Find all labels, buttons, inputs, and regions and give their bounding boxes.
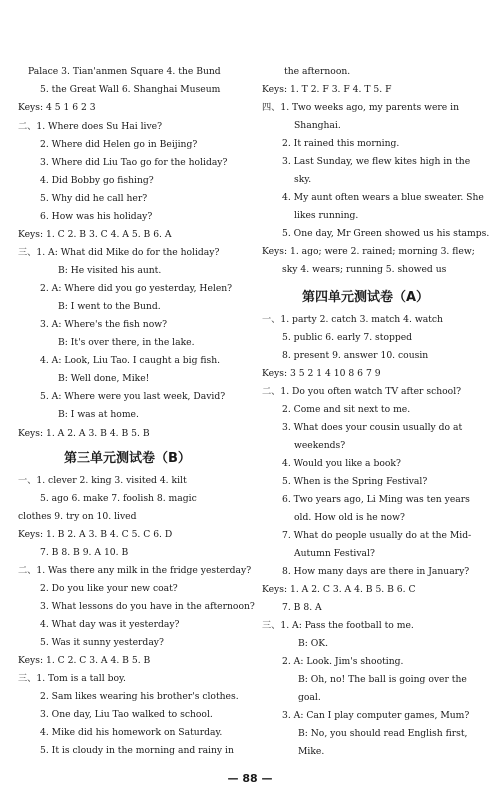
dialogue-line: B: OK. (298, 638, 329, 649)
dialogue-line: 3. A: Can I play computer games, Mum? (282, 710, 470, 721)
sentence-line: likes running. (294, 210, 359, 221)
answer-line: 5. public 6. early 7. stopped (282, 332, 413, 343)
question-line: 3. What does your cousin usually do at (282, 422, 463, 433)
dialogue-line: B: I was at home. (58, 409, 139, 420)
answer-line: 5. ago 6. make 7. foolish 8. magic (40, 493, 197, 504)
question-line: 7. What do people usually do at the Mid- (282, 530, 472, 541)
question-line: 8. How many days are there in January? (282, 566, 470, 577)
keys-line: 7. B 8. A (282, 602, 322, 613)
keys-line: Keys: 1. T 2. F 3. F 4. T 5. F (262, 84, 392, 95)
dialogue-line: 三、1. A: Pass the football to me. (262, 620, 414, 631)
keys-line: Keys: 4 5 1 6 2 3 (18, 102, 96, 113)
dialogue-line: Mike. (298, 746, 325, 757)
keys-line: sky 4. wears; running 5. showed us (282, 264, 447, 275)
answer-line: 8. present 9. answer 10. cousin (282, 350, 429, 361)
keys-line: Keys: 1. C 2. B 3. C 4. A 5. B 6. A (18, 229, 172, 240)
question-line: 4. Did Bobby go fishing? (40, 175, 154, 186)
question-line: 二、1. Where does Su Hai live? (18, 121, 163, 132)
dialogue-line: B: He visited his aunt. (58, 265, 162, 276)
question-line: 2. Come and sit next to me. (282, 404, 411, 415)
question-line: 4. What day was it yesterday? (40, 619, 180, 630)
keys-line: Keys: 3 5 2 1 4 10 8 6 7 9 (262, 368, 381, 379)
question-line: 3. Where did Liu Tao go for the holiday? (40, 157, 228, 168)
keys-line: Keys: 1. B 2. A 3. B 4. C 5. C 6. D (18, 529, 173, 540)
dialogue-line: B: It's over there, in the lake. (58, 337, 195, 348)
question-line: weekends? (294, 440, 346, 451)
sentence-line: 3. One day, Liu Tao walked to school. (40, 709, 213, 720)
question-line: 3. What lessons do you have in the afternoon? (40, 601, 255, 612)
keys-line: 7. B 8. B 9. A 10. B (40, 547, 129, 558)
question-line: old. How old is he now? (294, 512, 405, 523)
sentence-line: the afternoon. (284, 66, 351, 77)
sentence-line: Shanghai. (294, 120, 341, 131)
sentence-line: 5. It is cloudy in the morning and rainy in (40, 745, 234, 756)
dialogue-line: goal. (298, 692, 321, 703)
dialogue-line: B: Oh, no! The ball is going over the (298, 674, 467, 685)
keys-line: Keys: 1. A 2. C 3. A 4. B 5. B 6. C (262, 584, 416, 595)
question-line: 5. When is the Spring Festival? (282, 476, 428, 487)
answer-line: 5. the Great Wall 6. Shanghai Museum (40, 84, 221, 95)
question-line: Autumn Festival? (294, 548, 375, 559)
question-line: 4. Would you like a book? (282, 458, 401, 469)
section-title-unit4-a: 第四单元测试卷（A） (302, 290, 430, 305)
answer-line: 一、1. clever 2. king 3. visited 4. kilt (18, 475, 187, 486)
keys-line: Keys: 1. C 2. C 3. A 4. B 5. B (18, 655, 151, 666)
sentence-line: sky. (294, 174, 312, 185)
sentence-line: 3. Last Sunday, we flew kites high in the (282, 156, 471, 167)
dialogue-line: 三、1. A: What did Mike do for the holiday? (18, 247, 220, 258)
question-line: 6. How was his holiday? (40, 211, 153, 222)
question-line: 2. Do you like your new coat? (40, 583, 178, 594)
sentence-line: 4. Mike did his homework on Saturday. (40, 727, 223, 738)
dialogue-line: 2. A: Where did you go yesterday, Helen? (40, 283, 233, 294)
question-line: 6. Two years ago, Li Ming was ten years (282, 494, 470, 505)
question-line: 2. Where did Helen go in Beijing? (40, 139, 198, 150)
dialogue-line: 2. A: Look. Jim's shooting. (282, 656, 404, 667)
dialogue-line: B: No, you should read English first, (298, 728, 468, 739)
question-line: 二、1. Do you often watch TV after school? (262, 386, 462, 397)
dialogue-line: B: Well done, Mike! (58, 373, 150, 384)
dialogue-line: B: I went to the Bund. (58, 301, 161, 312)
keys-line: Keys: 1. A 2. A 3. B 4. B 5. B (18, 428, 150, 439)
answer-line: clothes 9. try on 10. lived (18, 511, 137, 522)
answer-line: Palace 3. Tian'anmen Square 4. the Bund (28, 66, 221, 77)
dialogue-line: 3. A: Where's the fish now? (40, 319, 168, 330)
answer-line: 一、1. party 2. catch 3. match 4. watch (262, 314, 443, 325)
sentence-line: 2. Sam likes wearing his brother's clothes. (40, 691, 239, 702)
sentence-line: 4. My aunt often wears a blue sweater. She (282, 192, 484, 203)
question-line: 二、1. Was there any milk in the fridge yesterday? (18, 565, 252, 576)
question-line: 5. Was it sunny yesterday? (40, 637, 164, 648)
section-title-unit3-b: 第三单元测试卷（B） (64, 451, 191, 466)
page-number: — 88 — (227, 772, 273, 785)
dialogue-line: 5. A: Where were you last week, David? (40, 391, 226, 402)
question-line: 5. Why did he call her? (40, 193, 148, 204)
sentence-line: 四、1. Two weeks ago, my parents were in (262, 102, 460, 113)
dialogue-line: 4. A: Look, Liu Tao. I caught a big fish. (40, 355, 221, 366)
sentence-line: 2. It rained this morning. (282, 138, 400, 149)
keys-line: Keys: 1. ago; were 2. rained; morning 3. flew; (262, 246, 475, 257)
sentence-line: 5. One day, Mr Green showed us his stamps. (282, 228, 490, 239)
sentence-line: 三、1. Tom is a tall boy. (18, 673, 126, 684)
